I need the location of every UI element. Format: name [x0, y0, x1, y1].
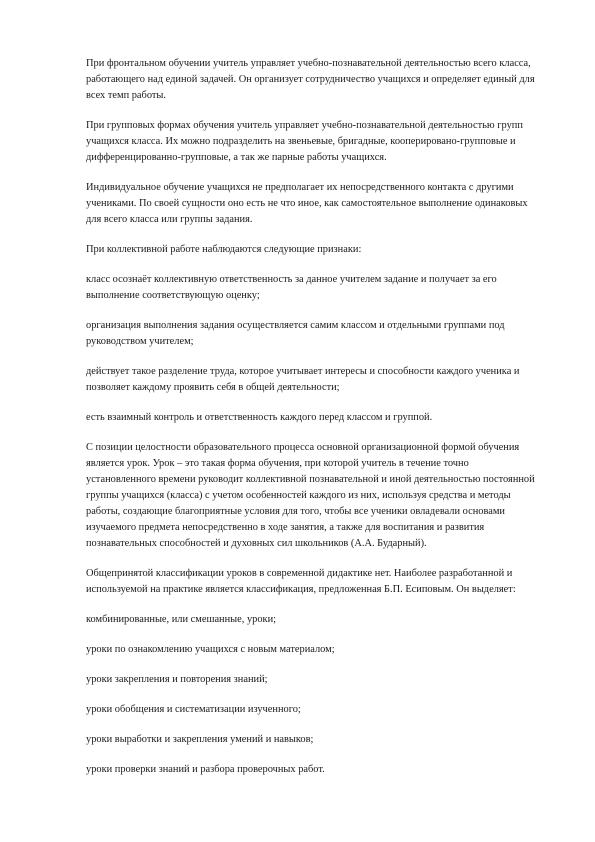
- list-item-combined-lessons: комбинированные, или смешанные, уроки;: [86, 614, 277, 625]
- paragraph-lesson-definition: С позиции целостности образовательного процесса основной организационной формой обучения является урок. Урок – это такая форма обучения, при которой учитель в течение точно установленного времени руководит коллективной познавательной и иной деятельностью постоянной группы учащихся (класса) с учетом особенностей каждого из них, используя средства и методы работы, создающие благоприятные условия для того, чтобы все ученики овладевали основами изучаемого предмета непосредственно в ходе занятия, а также для воспитания и развития познавательных способностей и духовных сил школьников (А.А. Бударный).: [86, 442, 535, 549]
- list-item-collective-responsibility: класс осознаёт коллективную ответственность за данное учителем задание и получает за его выполнение соответствующую оценку;: [86, 274, 497, 301]
- paragraph-lesson-classification: Общепринятой классификации уроков в современной дидактике нет. Наиболее разработанной и используемой на практике является классификация, предложенная Б.П. Есиповым. Он выделяет:: [86, 568, 516, 595]
- paragraph-collective-work-intro: При коллективной работе наблюдаются следующие признаки:: [86, 244, 362, 255]
- list-item-skills-lessons: уроки выработки и закрепления умений и навыков;: [86, 734, 314, 745]
- list-item-mutual-control: есть взаимный контроль и ответственность каждого перед классом и группой.: [86, 412, 433, 423]
- paragraph-frontal-learning: При фронтальном обучении учитель управляет учебно-познавательной деятельностью всего класса, работающего над единой задачей. Он организует сотрудничество учащихся и определяет единый для всех темп работы.: [86, 58, 535, 101]
- paragraph-group-learning: При групповых формах обучения учитель управляет учебно-познавательной деятельностью групп учащихся класса. Их можно подразделить на звеньевые, бригадные, кооперировано-групповые и дифференцированно-групповые, а так же парные работы учащихся.: [86, 120, 523, 163]
- list-item-new-material-lessons: уроки по ознакомлению учащихся с новым материалом;: [86, 644, 335, 655]
- paragraph-individual-learning: Индивидуальное обучение учащихся не предполагает их непосредственного контакта с другими учениками. По своей сущности оно есть не что иное, как самостоятельное выполнение одинаковых для всего класса или группы задания.: [86, 182, 528, 225]
- list-item-assessment-lessons: уроки проверки знаний и разбора проверочных работ.: [86, 764, 325, 775]
- list-item-reinforcement-lessons: уроки закрепления и повторения знаний;: [86, 674, 268, 685]
- list-item-division-of-labor: действует такое разделение труда, которое учитывает интересы и способности каждого ученика и позволяет каждому проявить себя в общей деятельности;: [86, 366, 520, 393]
- list-item-task-organization: организация выполнения задания осуществляется самим классом и отдельными группами под руководством учителем;: [86, 320, 505, 347]
- list-item-generalization-lessons: уроки обобщения и систематизации изученного;: [86, 704, 301, 715]
